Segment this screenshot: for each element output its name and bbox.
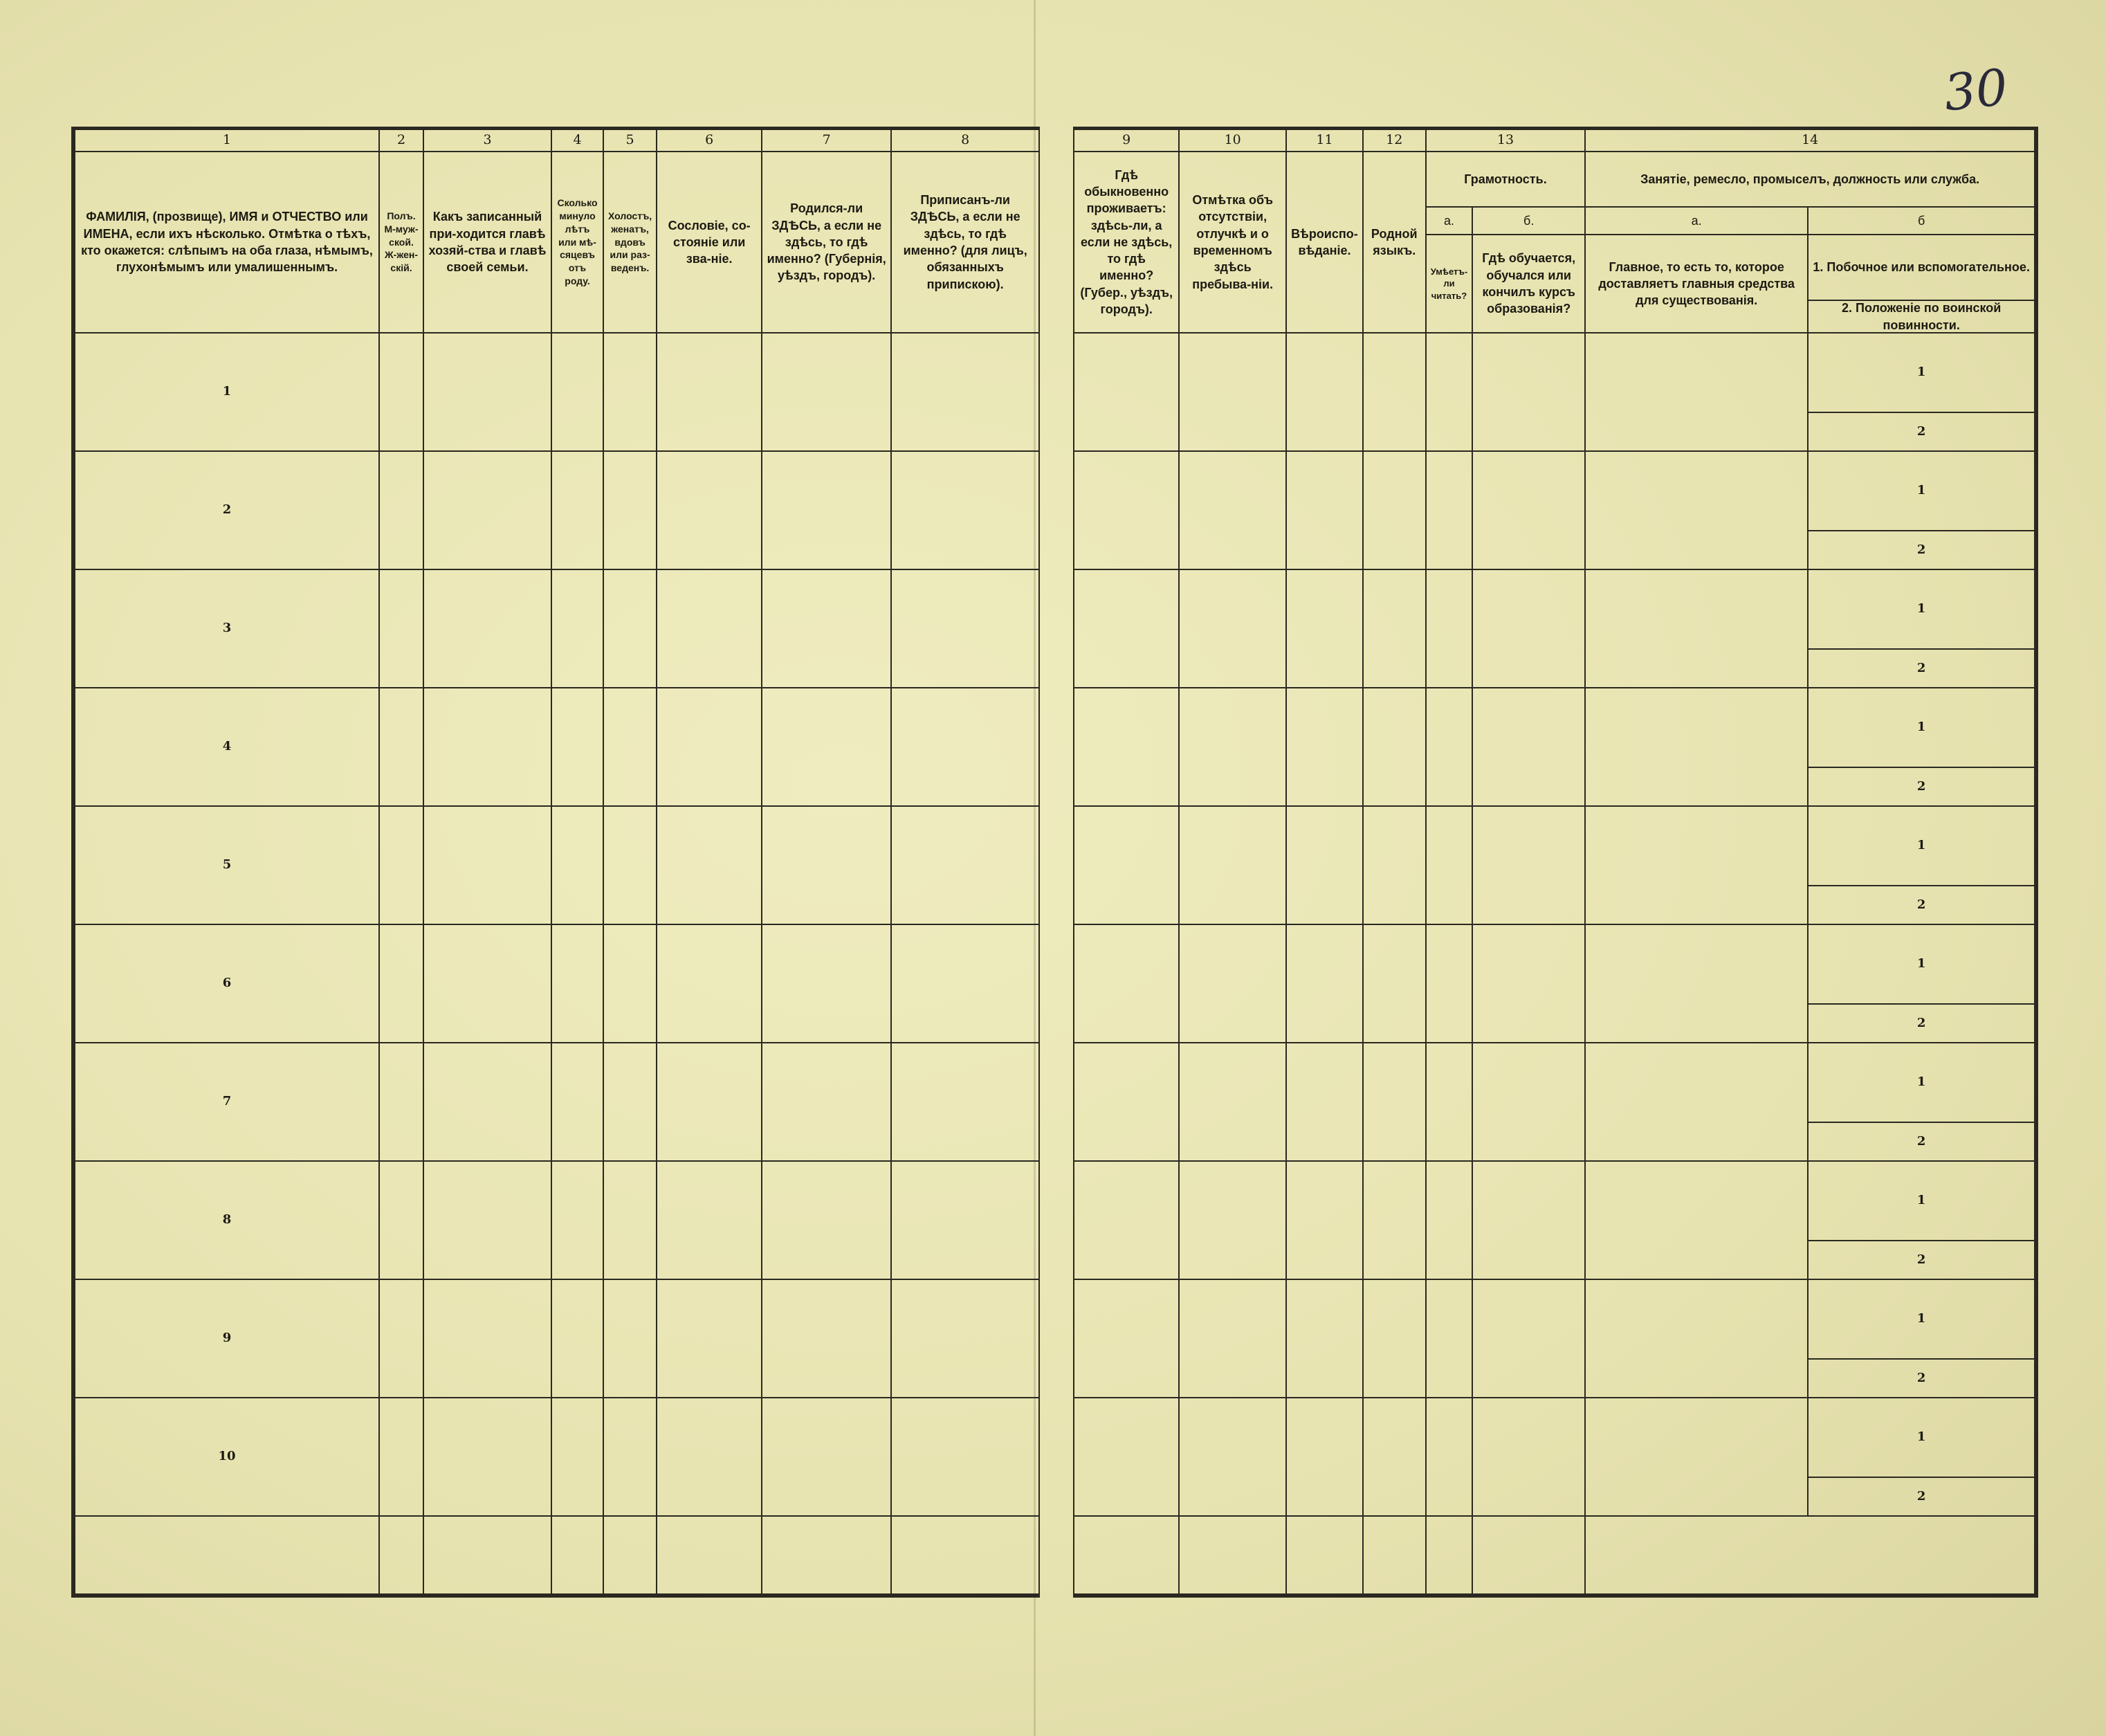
entry-cell — [1426, 806, 1472, 924]
fold-gap — [1039, 129, 1074, 152]
entry-cell — [551, 1279, 603, 1398]
entry-row — [73, 806, 2036, 886]
entry-cell — [423, 1043, 551, 1161]
sub-line-2: 2 — [1808, 1241, 2036, 1279]
fold-gap — [1039, 688, 1074, 806]
fold-gap — [1039, 924, 1074, 1043]
entry-cell — [891, 924, 1039, 1043]
entry-cell — [1286, 569, 1363, 688]
header-14b2: 2. Положеніе по воинской повинности. — [1842, 301, 2002, 332]
entry-cell — [1585, 333, 1808, 451]
bottom-cell — [379, 1516, 423, 1596]
row-number: 10 — [73, 1398, 379, 1516]
entry-cell — [1472, 1161, 1585, 1279]
entry-cell — [423, 1398, 551, 1516]
header-sex: Полъ. М-муж-ской. Ж-жен-скій. — [379, 152, 423, 333]
col-num-5: 5 — [603, 129, 657, 152]
row-number: 2 — [73, 451, 379, 569]
entry-cell — [551, 1398, 603, 1516]
col-num-10: 10 — [1179, 129, 1286, 152]
entry-cell — [1363, 569, 1426, 688]
fold-gap — [1039, 451, 1074, 569]
entry-cell — [1074, 1279, 1179, 1398]
entry-cell — [891, 569, 1039, 688]
entry-cell — [603, 569, 657, 688]
entry-cell — [603, 1043, 657, 1161]
sub-line-2: 2 — [1808, 1004, 2036, 1043]
entry-cell — [551, 1161, 603, 1279]
entry-cell — [1363, 806, 1426, 924]
entry-cell — [657, 924, 762, 1043]
entry-cell — [1585, 806, 1808, 924]
header-row-1 — [73, 152, 2036, 207]
entry-cell — [1472, 569, 1585, 688]
bottom-cell — [551, 1516, 603, 1596]
entry-cell — [1074, 451, 1179, 569]
entry-cell — [379, 688, 423, 806]
entry-cell — [379, 1398, 423, 1516]
entry-cell — [1179, 569, 1286, 688]
fold-gap — [1039, 1279, 1074, 1398]
fold-gap — [1039, 152, 1074, 333]
entry-cell — [762, 688, 891, 806]
entry-cell — [1074, 1043, 1179, 1161]
entry-cell — [762, 333, 891, 451]
row-number: 5 — [73, 806, 379, 924]
entry-cell — [657, 333, 762, 451]
entry-cell — [762, 1161, 891, 1279]
entry-cell — [1074, 569, 1179, 688]
header-registered: Приписанъ-ли ЗДѢСЬ, а если не здѣсь, то гдѣ именно? (для лицъ, обязанныхъ припискою). — [891, 152, 1039, 333]
bottom-cell — [1286, 1516, 1363, 1596]
entry-cell — [551, 688, 603, 806]
entry-cell — [551, 569, 603, 688]
row-number: 7 — [73, 1043, 379, 1161]
sub-line-1: 1 — [1808, 333, 2036, 412]
sub-line-1: 1 — [1808, 569, 2036, 649]
entry-cell — [1074, 1161, 1179, 1279]
entry-cell — [1426, 1161, 1472, 1279]
entry-cell — [891, 451, 1039, 569]
entry-cell — [1074, 688, 1179, 806]
entry-cell — [1585, 569, 1808, 688]
col-num-2: 2 — [379, 129, 423, 152]
entry-cell — [1585, 451, 1808, 569]
column-number-row — [73, 129, 2036, 152]
header-birthplace: Родился-ли ЗДѢСЬ, а если не здѣсь, то гдѣ именно? (Губернія, уѣздъ, городъ). — [762, 152, 891, 333]
entry-row — [73, 333, 2036, 412]
folio-number: 30 — [1941, 57, 2011, 122]
bottom-cell — [73, 1516, 379, 1596]
entry-cell — [1585, 1161, 1808, 1279]
bottom-cell — [1472, 1516, 1585, 1596]
col-num-6: 6 — [657, 129, 762, 152]
header-age: Сколько минуло лѣтъ или мѣ-сяцевъ отъ роду. — [551, 152, 603, 333]
entry-cell — [1179, 806, 1286, 924]
fold-gap — [1039, 806, 1074, 924]
fold-gap — [1039, 569, 1074, 688]
entry-cell — [379, 451, 423, 569]
entry-cell — [657, 688, 762, 806]
entry-cell — [1074, 806, 1179, 924]
entry-cell — [1585, 688, 1808, 806]
row-number: 4 — [73, 688, 379, 806]
entry-cell — [423, 688, 551, 806]
entry-cell — [423, 924, 551, 1043]
entry-cell — [603, 451, 657, 569]
sub-line-2: 2 — [1808, 1477, 2036, 1516]
census-table — [71, 127, 2038, 1598]
entry-cell — [762, 1279, 891, 1398]
sub-line-2: 2 — [1808, 886, 2036, 924]
entry-cell — [1363, 1398, 1426, 1516]
sub-line-2: 2 — [1808, 1359, 2036, 1398]
entry-cell — [657, 451, 762, 569]
entry-cell — [1286, 924, 1363, 1043]
entry-cell — [1179, 1161, 1286, 1279]
entry-cell — [657, 1398, 762, 1516]
header-religion: Вѣроиспо-вѣданіе. — [1286, 152, 1363, 333]
row-number: 1 — [73, 333, 379, 451]
entry-cell — [762, 1043, 891, 1161]
header-residence: Гдѣ обыкновенно проживаетъ: здѣсь-ли, а если не здѣсь, то гдѣ именно? (Губер., уѣздъ, городъ). — [1074, 152, 1179, 333]
entry-cell — [379, 1043, 423, 1161]
col-num-12: 12 — [1363, 129, 1426, 152]
fold-gap — [1039, 1161, 1074, 1279]
entry-cell — [551, 1043, 603, 1161]
header-14a: Главное, то есть то, которое доставляетъ главныя средства для существованія. — [1585, 235, 1808, 333]
entry-cell — [1179, 1279, 1286, 1398]
entry-cell — [1179, 1398, 1286, 1516]
header-13a: Умѣетъ-ли читать? — [1426, 235, 1472, 333]
col-num-7: 7 — [762, 129, 891, 152]
bottom-cell — [1426, 1516, 1472, 1596]
entry-cell — [379, 806, 423, 924]
entry-cell — [423, 333, 551, 451]
header-14b1: 1. Побочное или вспомогательное. — [1809, 235, 2034, 301]
header-14a-letter: а. — [1585, 207, 1808, 235]
entry-row — [73, 688, 2036, 767]
entry-row — [73, 1161, 2036, 1241]
entry-cell — [551, 451, 603, 569]
entry-cell — [1472, 1043, 1585, 1161]
entry-cell — [762, 451, 891, 569]
entry-cell — [1426, 1279, 1472, 1398]
entry-cell — [1286, 333, 1363, 451]
row-number: 9 — [73, 1279, 379, 1398]
entry-cell — [1179, 333, 1286, 451]
bottom-cell — [891, 1516, 1039, 1596]
col-num-4: 4 — [551, 129, 603, 152]
sub-line-2: 2 — [1808, 767, 2036, 806]
entry-cell — [423, 806, 551, 924]
header-14b-letter: б — [1808, 207, 2036, 235]
entry-cell — [1286, 1398, 1363, 1516]
entry-cell — [1074, 1398, 1179, 1516]
entry-cell — [1472, 1279, 1585, 1398]
col-num-8: 8 — [891, 129, 1039, 152]
entry-cell — [379, 924, 423, 1043]
entry-cell — [1363, 688, 1426, 806]
sub-line-2: 2 — [1808, 649, 2036, 688]
entry-cell — [379, 333, 423, 451]
entry-cell — [1286, 1161, 1363, 1279]
entry-cell — [657, 806, 762, 924]
sub-line-1: 1 — [1808, 688, 2036, 767]
bottom-cell — [657, 1516, 762, 1596]
sub-line-1: 1 — [1808, 924, 2036, 1004]
row-number: 6 — [73, 924, 379, 1043]
entry-cell — [1363, 924, 1426, 1043]
row-number: 8 — [73, 1161, 379, 1279]
entry-cell — [891, 1043, 1039, 1161]
col-num-11: 11 — [1286, 129, 1363, 152]
sub-line-2: 2 — [1808, 412, 2036, 451]
bottom-cell — [1585, 1516, 2036, 1596]
col-num-14: 14 — [1585, 129, 2036, 152]
entry-cell — [762, 1398, 891, 1516]
bottom-cell — [1039, 1516, 1074, 1596]
entry-cell — [603, 688, 657, 806]
entry-cell — [603, 1398, 657, 1516]
sub-line-1: 1 — [1808, 1398, 2036, 1477]
entry-cell — [1426, 1043, 1472, 1161]
entry-cell — [1426, 451, 1472, 569]
entry-cell — [1363, 451, 1426, 569]
entry-cell — [762, 924, 891, 1043]
bottom-cell — [423, 1516, 551, 1596]
entry-cell — [762, 569, 891, 688]
col-num-3: 3 — [423, 129, 551, 152]
col-num-13: 13 — [1426, 129, 1585, 152]
entry-cell — [1286, 451, 1363, 569]
sub-line-1: 1 — [1808, 806, 2036, 886]
fold-gap — [1039, 1398, 1074, 1516]
sub-line-1: 1 — [1808, 1279, 2036, 1359]
entry-cell — [1363, 1161, 1426, 1279]
entry-cell — [1179, 1043, 1286, 1161]
entry-cell — [891, 688, 1039, 806]
sub-line-2: 2 — [1808, 1122, 2036, 1161]
entry-cell — [891, 1398, 1039, 1516]
entry-cell — [423, 1279, 551, 1398]
entry-cell — [657, 569, 762, 688]
entry-cell — [1363, 333, 1426, 451]
entry-cell — [1585, 1279, 1808, 1398]
entry-cell — [1286, 688, 1363, 806]
col-num-1: 1 — [73, 129, 379, 152]
entry-cell — [891, 333, 1039, 451]
entry-cell — [1585, 1398, 1808, 1516]
entry-cell — [603, 924, 657, 1043]
entry-cell — [551, 924, 603, 1043]
entry-cell — [1179, 924, 1286, 1043]
header-language: Родной языкъ. — [1363, 152, 1426, 333]
entry-cell — [379, 1279, 423, 1398]
entry-row — [73, 451, 2036, 531]
header-14b — [1808, 235, 2036, 333]
entry-cell — [423, 1161, 551, 1279]
header-absence: Отмѣтка объ отсутствіи, отлучкѣ и о временномъ здѣсь пребыва-ніи. — [1179, 152, 1286, 333]
entry-cell — [379, 569, 423, 688]
entry-cell — [891, 806, 1039, 924]
header-occupation: Занятіе, ремесло, промыселъ, должность или служба. — [1585, 152, 2036, 207]
entry-cell — [603, 806, 657, 924]
row-number: 3 — [73, 569, 379, 688]
entry-cell — [1179, 451, 1286, 569]
entry-cell — [657, 1279, 762, 1398]
bottom-cell — [1363, 1516, 1426, 1596]
entry-cell — [1585, 1043, 1808, 1161]
entry-row — [73, 924, 2036, 1004]
entry-cell — [1472, 806, 1585, 924]
entry-cell — [657, 1043, 762, 1161]
entry-cell — [1426, 569, 1472, 688]
entry-cell — [423, 569, 551, 688]
entry-row — [73, 1043, 2036, 1122]
bottom-cell — [762, 1516, 891, 1596]
sub-line-1: 1 — [1808, 1043, 2036, 1122]
fold-gap — [1039, 333, 1074, 451]
entry-cell — [1585, 924, 1808, 1043]
entry-cell — [1472, 333, 1585, 451]
entry-cell — [551, 806, 603, 924]
header-13a-letter: а. — [1426, 207, 1472, 235]
sub-line-1: 1 — [1808, 1161, 2036, 1241]
entry-cell — [1426, 924, 1472, 1043]
entry-cell — [1286, 1279, 1363, 1398]
entry-cell — [603, 333, 657, 451]
entry-cell — [1426, 333, 1472, 451]
col-num-9: 9 — [1074, 129, 1179, 152]
bottom-cell — [1074, 1516, 1179, 1596]
header-13b: Гдѣ обучается, обучался или кончилъ курсъ образованія? — [1472, 235, 1585, 333]
entry-cell — [1286, 806, 1363, 924]
entry-cell — [423, 451, 551, 569]
bottom-cell — [603, 1516, 657, 1596]
entry-cell — [551, 333, 603, 451]
entry-cell — [1472, 1398, 1585, 1516]
entry-cell — [1286, 1043, 1363, 1161]
entry-cell — [1472, 451, 1585, 569]
entry-cell — [762, 806, 891, 924]
entry-row — [73, 1398, 2036, 1477]
header-13b-letter: б. — [1472, 207, 1585, 235]
sub-line-1: 1 — [1808, 451, 2036, 531]
entry-cell — [1472, 924, 1585, 1043]
entry-row — [73, 1279, 2036, 1359]
header-name: ФАМИЛІЯ, (прозвище), ИМЯ и ОТЧЕСТВО или ИМЕНА, если ихъ нѣсколько. Отмѣтка о тѣхъ, кто окажется: слѣпымъ на оба глаза, нѣмымъ, глухонѣмымъ или умалишеннымъ. — [73, 152, 379, 333]
entry-cell — [1426, 688, 1472, 806]
header-literacy: Грамотность. — [1426, 152, 1585, 207]
fold-gap — [1039, 1043, 1074, 1161]
sub-line-2: 2 — [1808, 531, 2036, 569]
entry-cell — [1363, 1043, 1426, 1161]
header-marital: Холостъ, женатъ, вдовъ или раз-веденъ. — [603, 152, 657, 333]
entry-cell — [1363, 1279, 1426, 1398]
entry-cell — [1472, 688, 1585, 806]
entry-cell — [1426, 1398, 1472, 1516]
bottom-strip — [73, 1516, 2036, 1596]
entry-cell — [891, 1161, 1039, 1279]
entry-cell — [603, 1279, 657, 1398]
entry-cell — [379, 1161, 423, 1279]
entry-row — [73, 569, 2036, 649]
bottom-cell — [1179, 1516, 1286, 1596]
header-estate: Сословіе, со-стояніе или зва-ніе. — [657, 152, 762, 333]
entry-cell — [891, 1279, 1039, 1398]
entry-cell — [657, 1161, 762, 1279]
entry-cell — [1074, 333, 1179, 451]
entry-cell — [1179, 688, 1286, 806]
header-relation: Какъ записанный при-ходится главѣ хозяй-ства и главѣ своей семьи. — [423, 152, 551, 333]
entry-cell — [1074, 924, 1179, 1043]
entry-cell — [603, 1161, 657, 1279]
